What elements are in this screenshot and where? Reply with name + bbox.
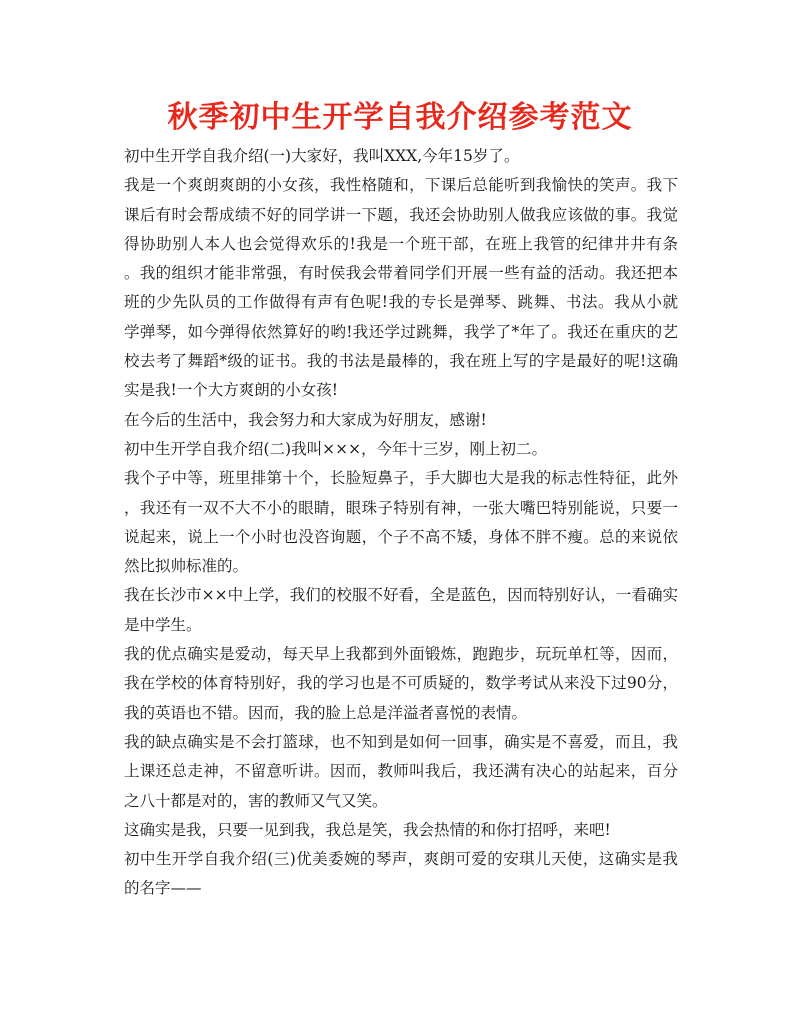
text-line: 我的优点确实是爱动，每天早上我都到外面锻炼，跑跑步，玩玩单杠等，因而， — [124, 645, 678, 664]
text-line: 我是一个爽朗爽朗的小女孩，我性格随和，下课后总能听到我愉快的笑声。我下 — [124, 176, 678, 195]
text-line: 初中生开学自我介绍(三)优美委婉的琴声，爽朗可爱的安琪儿天使，这确实是我 — [124, 850, 678, 869]
document-body — [124, 142, 678, 904]
text-line: 然比拟帅标准的。 — [124, 557, 249, 576]
text-line: 初中生开学自我介绍(二)我叫×××，今年十三岁，刚上初二。 — [124, 439, 548, 458]
text-line: 。我的组织才能非常强，有时侯我会带着同学们开展一些有益的活动。我还把本 — [124, 264, 678, 283]
text-line: 我的缺点确实是不会打篮球，也不知到是如何一回事，确实是不喜爱，而且，我 — [124, 732, 678, 751]
text-line: 我个子中等，班里排第十个，长脸短鼻子，手大脚也大是我的标志性特征，此外 — [124, 469, 678, 488]
text-line: 上课还总走神，不留意听讲。因而，教师叫我后，我还满有决心的站起来，百分 — [124, 762, 678, 781]
text-line: 说起来，说上一个小时也没咨询题，个子不高不矮，身体不胖不瘦。总的来说依 — [124, 527, 678, 546]
text-line: 班的少先队员的工作做得有声有色呢!我的专长是弹琴、跳舞、书法。我从小就 — [124, 293, 678, 312]
text-line: 是中学生。 — [124, 615, 202, 634]
text-line: ，我还有一双不大不小的眼睛，眼珠子特别有神，一张大嘴巴特别能说，只要一 — [124, 498, 678, 517]
text-line: 学弹琴，如今弹得依然算好的哟!我还学过跳舞，我学了*年了。我还在重庆的艺 — [124, 322, 678, 341]
text-line: 实是我!一个大方爽朗的小女孩! — [124, 381, 338, 400]
text-line: 得协助别人本人也会觉得欢乐的!我是一个班干部，在班上我管的纪律井井有条 — [124, 234, 678, 253]
text-line: 在今后的生活中，我会努力和大家成为好朋友，感谢! — [124, 410, 487, 429]
text-line: 课后有时会帮成绩不好的同学讲一下题，我还会协助别人做我应该做的事。我觉 — [124, 205, 678, 224]
text-line: 我在学校的体育特别好，我的学习也是不可质疑的，数学考试从来没下过90分， — [124, 674, 678, 693]
text-line: 我在长沙市××中上学，我们的校服不好看，全是蓝色，因而特别好认，一看确实 — [124, 586, 678, 605]
document-title: 秋季初中生开学自我介绍参考范文 — [167, 100, 633, 135]
text-line: 我的英语也不错。因而，我的脸上总是洋溢者喜悦的表情。 — [124, 703, 528, 722]
text-line: 这确实是我，只要一见到我，我总是笑，我会热情的和你打招呼，来吧! — [124, 820, 611, 839]
text-line: 校去考了舞蹈*级的证书。我的书法是最棒的，我在班上写的字是最好的呢!这确 — [124, 352, 678, 371]
text-line: 的名字—— — [124, 879, 202, 898]
text-line: 之八十都是对的，害的教师又气又笑。 — [124, 791, 388, 810]
text-line: 初中生开学自我介绍(一)大家好，我叫XXX,今年15岁了。 — [124, 147, 520, 165]
